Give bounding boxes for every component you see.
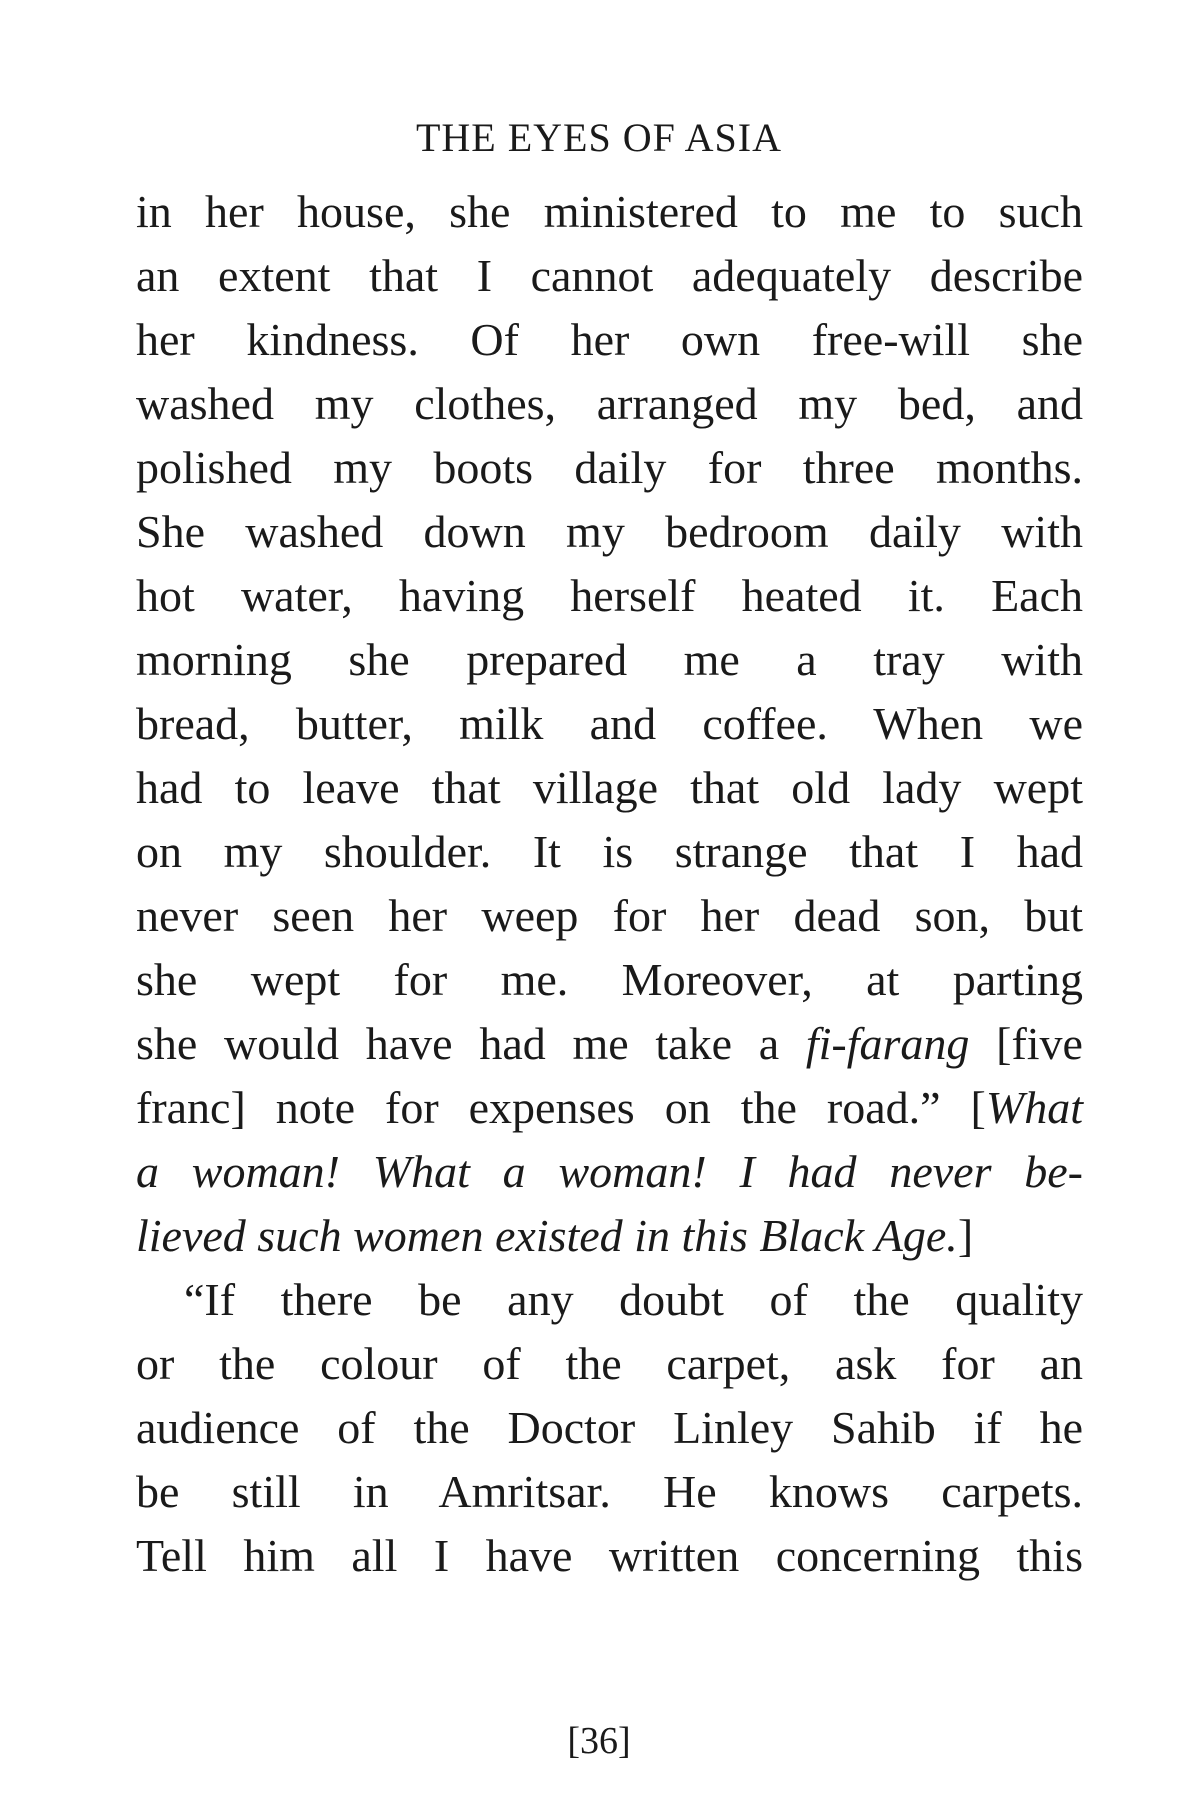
text-line (136, 180, 1083, 244)
text-line (136, 884, 1083, 948)
body-text (136, 180, 1083, 1588)
text-line (136, 1268, 1083, 1332)
text-line (136, 1460, 1083, 1524)
text-run: [five (969, 1018, 1083, 1069)
text-line (136, 1524, 1083, 1588)
text-run: had to leave that village that old lady wept (136, 762, 1083, 813)
text-run: She washed down my bedroom daily with (136, 506, 1083, 557)
text-line (136, 1332, 1083, 1396)
text-line (136, 1076, 1083, 1140)
text-run: she would have had me take a (136, 1018, 806, 1069)
text-run: “If there be any doubt of the quality (184, 1274, 1083, 1325)
text-line (136, 372, 1083, 436)
italic-text: a woman! What a woman! I had never be- (136, 1146, 1083, 1197)
text-line (136, 628, 1083, 692)
text-run: be still in Amritsar. He knows carpets. (136, 1466, 1083, 1517)
text-line (136, 308, 1083, 372)
page-number: [36] (567, 1720, 631, 1762)
text-line (136, 756, 1083, 820)
text-line (136, 1204, 1083, 1268)
text-run: she wept for me. Moreover, at parting (136, 954, 1083, 1005)
text-run: on my shoulder. It is strange that I had (136, 826, 1083, 877)
text-run: morning she prepared me a tray with (136, 634, 1083, 685)
text-run: never seen her weep for her dead son, but (136, 890, 1083, 941)
italic-text: What (985, 1082, 1083, 1133)
text-run: ] (957, 1210, 974, 1261)
text-line (136, 1396, 1083, 1460)
text-run: in her house, she ministered to me to such (136, 186, 1083, 237)
text-line (136, 692, 1083, 756)
text-line (136, 564, 1083, 628)
text-run: or the colour of the carpet, ask for an (136, 1338, 1083, 1389)
text-run: her kindness. Of her own free-will she (136, 314, 1083, 365)
text-run: audience of the Doctor Linley Sahib if he (136, 1402, 1083, 1453)
text-run: an extent that I cannot adequately describe (136, 250, 1083, 301)
text-line (136, 1012, 1083, 1076)
text-line (136, 500, 1083, 564)
text-run: polished my boots daily for three months. (136, 442, 1083, 493)
text-run: hot water, having herself heated it. Each (136, 570, 1083, 621)
text-line (136, 244, 1083, 308)
italic-text: lieved such women existed in this Black Age. (136, 1210, 958, 1261)
text-line (136, 948, 1083, 1012)
text-line (136, 1140, 1083, 1204)
text-line (136, 820, 1083, 884)
running-head: THE EYES OF ASIA (415, 115, 783, 160)
text-run: Tell him all I have written concerning this (136, 1530, 1083, 1581)
italic-text: fi-farang (805, 1018, 970, 1069)
text-line (136, 436, 1083, 500)
text-run: franc] note for expenses on the road.” [ (136, 1082, 986, 1133)
text-run: bread, butter, milk and coffee. When we (136, 698, 1083, 749)
text-run: washed my clothes, arranged my bed, and (136, 378, 1083, 429)
